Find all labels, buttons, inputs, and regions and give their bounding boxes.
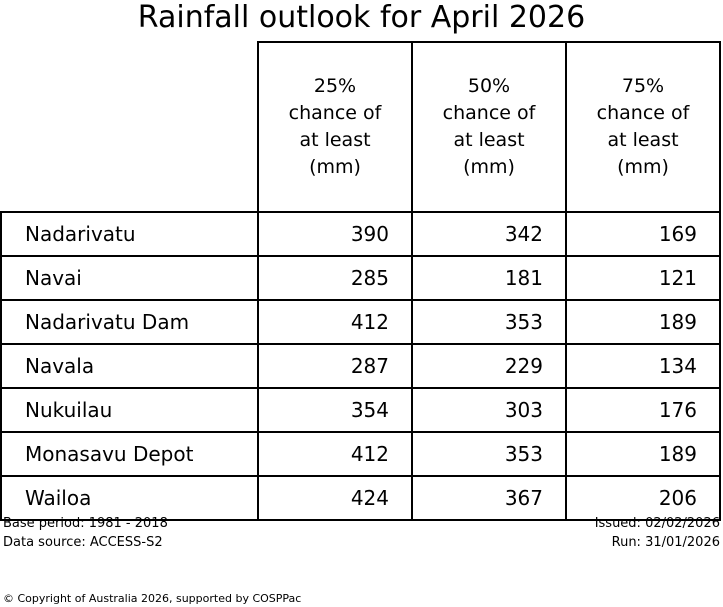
table-header-p50 — [412, 42, 566, 212]
header-line: at least — [299, 129, 371, 151]
row-value-p25: 424 — [258, 476, 412, 520]
row-location: Nukuilau — [1, 388, 258, 432]
header-line: (mm) — [617, 156, 669, 178]
row-value-p75: 134 — [566, 344, 720, 388]
row-value-p25: 390 — [258, 212, 412, 256]
row-value-p25: 412 — [258, 300, 412, 344]
header-line: chance of — [288, 102, 382, 124]
issued-date-text: Issued: 02/02/2026 — [594, 516, 720, 531]
table-header-corner — [1, 42, 258, 212]
row-location: Monasavu Depot — [1, 432, 258, 476]
table-row — [1, 344, 720, 388]
row-value-p50: 342 — [412, 212, 566, 256]
run-date-text: Run: 31/01/2026 — [611, 535, 720, 550]
header-line: chance of — [596, 102, 690, 124]
rainfall-outlook-table — [0, 41, 721, 521]
page-title: Rainfall outlook for April 2026 — [137, 0, 586, 35]
row-value-p75: 121 — [566, 256, 720, 300]
table-body — [1, 212, 720, 520]
table-header — [1, 42, 720, 212]
header-line: at least — [607, 129, 679, 151]
row-location: Navai — [1, 256, 258, 300]
row-value-p25: 354 — [258, 388, 412, 432]
table-row — [1, 300, 720, 344]
row-value-p25: 285 — [258, 256, 412, 300]
header-line: chance of — [442, 102, 536, 124]
row-value-p75: 189 — [566, 300, 720, 344]
table-row — [1, 256, 720, 300]
header-line: at least — [453, 129, 525, 151]
footer — [0, 514, 723, 552]
row-value-p25: 287 — [258, 344, 412, 388]
row-value-p25: 412 — [258, 432, 412, 476]
row-location: Nadarivatu — [1, 212, 258, 256]
table-header-p75 — [566, 42, 720, 212]
row-value-p50: 353 — [412, 432, 566, 476]
row-value-p50: 367 — [412, 476, 566, 520]
data-source-text: Data source: ACCESS-S2 — [3, 535, 163, 550]
table-header-row — [1, 42, 720, 212]
header-line: 50% — [467, 75, 511, 97]
row-value-p75: 169 — [566, 212, 720, 256]
table-row — [1, 212, 720, 256]
row-location: Nadarivatu Dam — [1, 300, 258, 344]
header-line: 25% — [313, 75, 357, 97]
row-location: Navala — [1, 344, 258, 388]
header-line: (mm) — [309, 156, 361, 178]
row-value-p75: 176 — [566, 388, 720, 432]
rainfall-outlook-table-wrapper — [0, 41, 719, 521]
row-location: Wailoa — [1, 476, 258, 520]
row-value-p50: 303 — [412, 388, 566, 432]
copyright-text: © Copyright of Australia 2026, supported by COSPPac — [3, 592, 302, 605]
row-value-p75: 206 — [566, 476, 720, 520]
header-line: 75% — [621, 75, 665, 97]
row-value-p50: 181 — [412, 256, 566, 300]
table-row — [1, 388, 720, 432]
row-value-p50: 229 — [412, 344, 566, 388]
footer-row-1 — [0, 514, 723, 533]
table-header-p25 — [258, 42, 412, 212]
footer-row-2 — [0, 533, 723, 552]
header-line: (mm) — [463, 156, 515, 178]
row-value-p75: 189 — [566, 432, 720, 476]
table-row — [1, 432, 720, 476]
row-value-p50: 353 — [412, 300, 566, 344]
base-period-text: Base period: 1981 - 2018 — [3, 516, 168, 531]
